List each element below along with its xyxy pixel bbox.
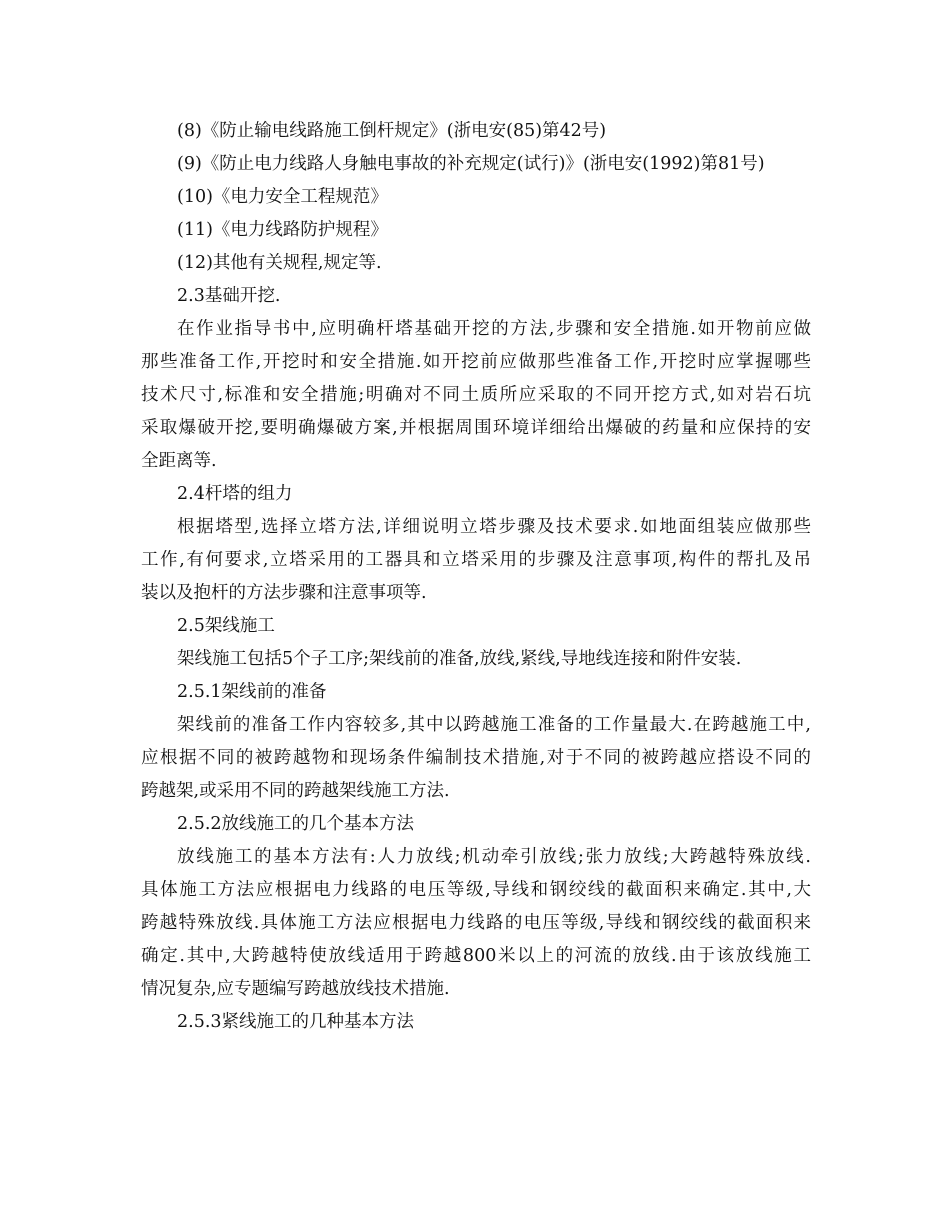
paragraph-line: 在作业指导书中,应明确杆塔基础开挖的方法,步骤和安全措施.如开物前应做 (177, 319, 811, 339)
paragraph-line: 技术尺寸,标准和安全措施;明确对不同土质所应采取的不同开挖方式,如对岩石坑 (141, 385, 811, 405)
paragraph-line: 具体施工方法应根据电力线路的电压等级,导线和钢绞线的截面积来确定.其中,大 (141, 880, 811, 900)
paragraph-line: 跨越架,或采用不同的跨越架线施工方法. (141, 781, 450, 801)
paragraph-line: 确定.其中,大跨越特使放线适用于跨越800米以上的河流的放线.由于该放线施工 (141, 946, 811, 966)
paragraph-line: 全距离等. (141, 451, 217, 471)
section-heading-2-5-2: 2.5.2放线施工的几个基本方法 (177, 814, 415, 834)
reference-item-10: (10)《电力安全工程规范》 (177, 187, 388, 207)
paragraph-line: 工作,有何要求,立塔采用的工器具和立塔采用的步骤及注意事项,构件的帮扎及吊 (141, 550, 811, 570)
document-body (141, 115, 811, 1039)
section-heading-2-5: 2.5架线施工 (177, 616, 275, 636)
reference-item-12: (12)其他有关规程,规定等. (177, 253, 382, 273)
paragraph-line: 采取爆破开挖,要明确爆破方案,并根据周围环境详细给出爆破的药量和应保持的安 (141, 418, 811, 438)
reference-item-9: (9)《防止电力线路人身触电事故的补充规定(试行)》(浙电安(1992)第81号) (177, 154, 765, 174)
reference-item-11: (11)《电力线路防护规程》 (177, 220, 388, 240)
paragraph-line: 情况复杂,应专题编写跨越放线技术措施. (141, 979, 450, 999)
paragraph-line: 架线施工包括5个子工序;架线前的准备,放线,紧线,导地线连接和附件安装. (177, 649, 742, 669)
paragraph-line: 跨越特殊放线.具体施工方法应根据电力线路的电压等级,导线和钢绞线的截面积来 (141, 913, 811, 933)
reference-item-8: (8)《防止输电线路施工倒杆规定》(浙电安(85)第42号) (177, 121, 607, 141)
section-heading-2-5-1: 2.5.1架线前的准备 (177, 682, 327, 702)
paragraph-line: 装以及抱杆的方法步骤和注意事项等. (141, 583, 427, 603)
section-heading-2-4: 2.4杆塔的组力 (177, 484, 293, 504)
paragraph-line: 架线前的准备工作内容较多,其中以跨越施工准备的工作量最大.在跨越施工中, (177, 715, 811, 735)
paragraph-line: 根据塔型,选择立塔方法,详细说明立塔步骤及技术要求.如地面组装应做那些 (177, 517, 811, 537)
paragraph-line: 放线施工的基本方法有:人力放线;机动牵引放线;张力放线;大跨越特殊放线. (177, 847, 811, 867)
section-heading-2-5-3: 2.5.3紧线施工的几种基本方法 (177, 1012, 415, 1032)
paragraph-line: 应根据不同的被跨越物和现场条件编制技术措施,对于不同的被跨越应搭设不同的 (141, 748, 811, 768)
paragraph-line: 那些准备工作,开挖时和安全措施.如开挖前应做那些准备工作,开挖时应掌握哪些 (141, 352, 811, 372)
section-heading-2-3: 2.3基础开挖. (177, 286, 281, 306)
